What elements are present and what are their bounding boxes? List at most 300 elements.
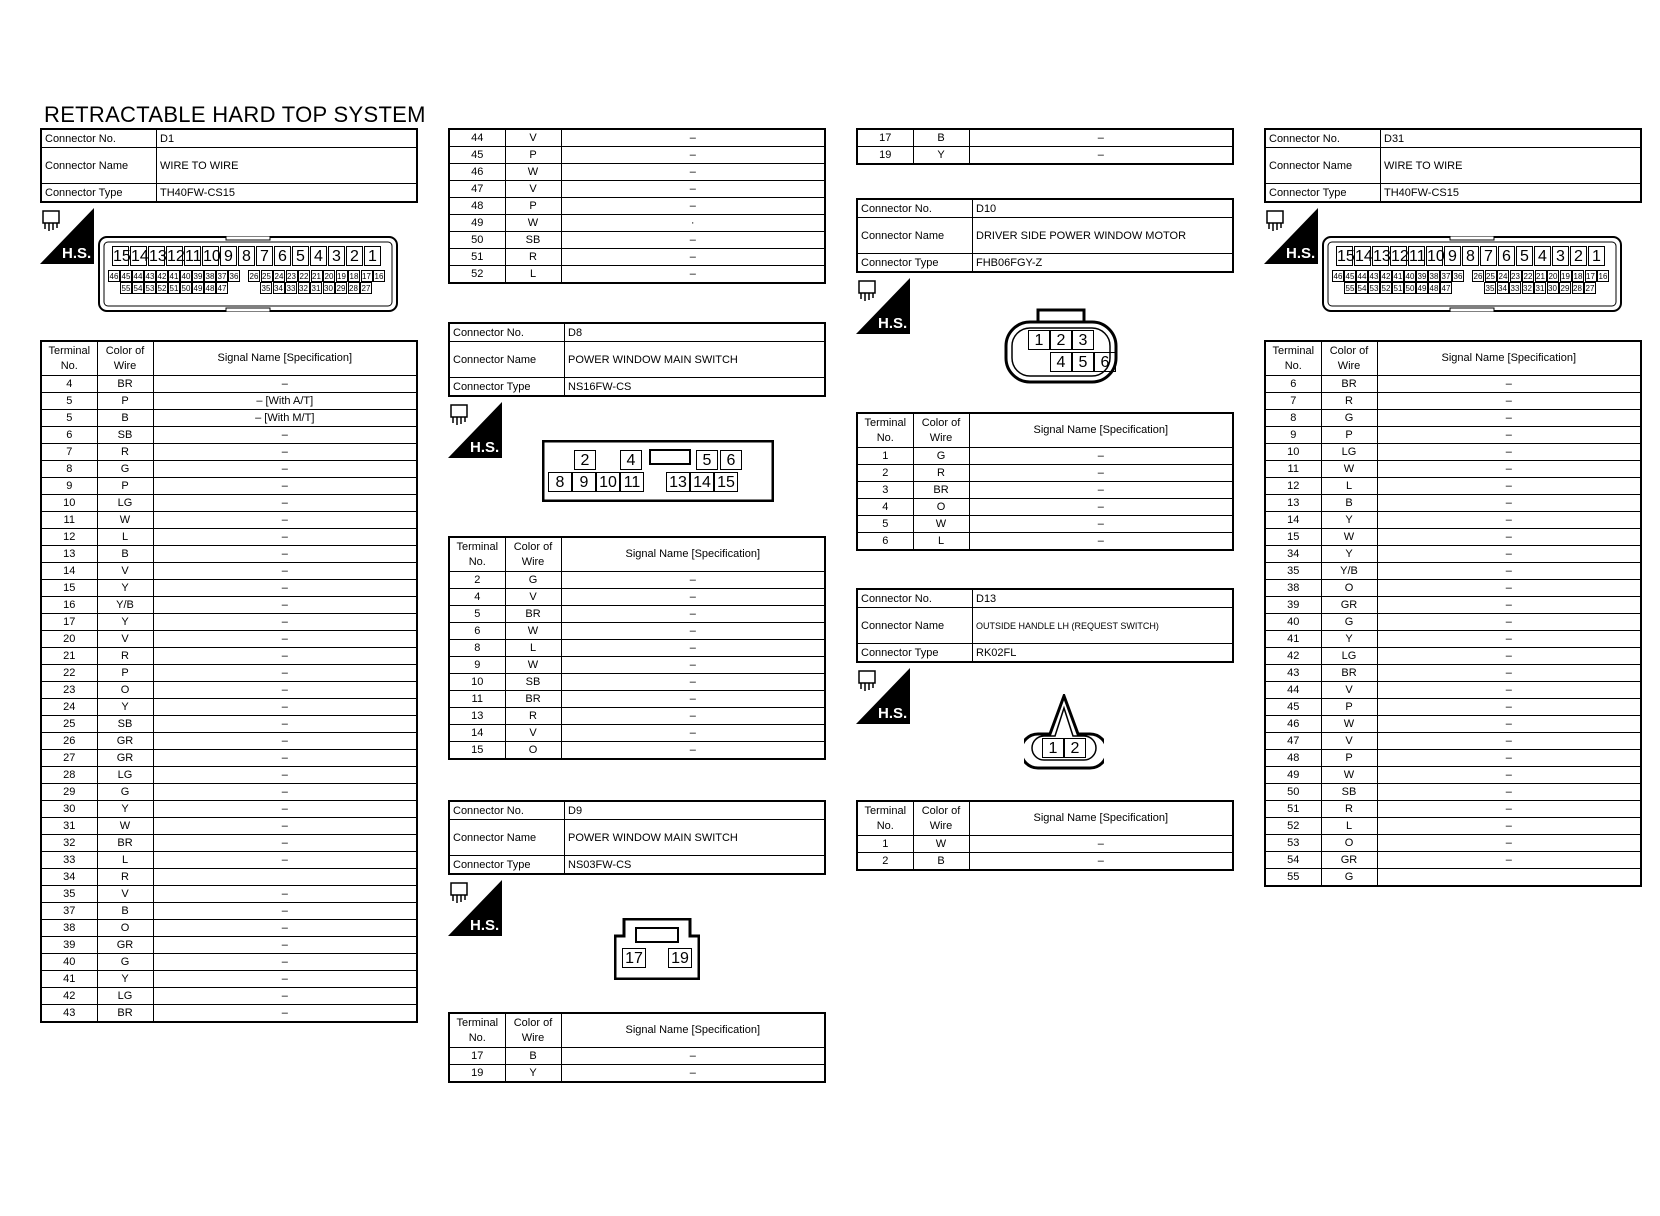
table-row — [1265, 835, 1641, 852]
terminal-no: 12 — [1265, 478, 1321, 495]
connector-pin: 19 — [668, 948, 692, 968]
table-row — [449, 606, 825, 623]
wire-color: R — [97, 444, 153, 461]
wire-color: Y — [1321, 546, 1377, 563]
table-row — [41, 835, 417, 852]
wire-color: SB — [97, 716, 153, 733]
wire-color: P — [97, 478, 153, 495]
terminal-no: 12 — [41, 529, 97, 546]
signal-name: – — [153, 835, 417, 852]
table-row — [449, 691, 825, 708]
connector-pin: 46 — [109, 272, 119, 281]
terminal-no: 15 — [1265, 529, 1321, 546]
wire-color: W — [1321, 716, 1377, 733]
connector-pin: 8 — [1462, 246, 1479, 266]
terminal-no: 50 — [1265, 784, 1321, 801]
terminal-no: 9 — [41, 478, 97, 495]
terminal-no: 40 — [1265, 614, 1321, 631]
connector-pin: 14 — [1355, 248, 1373, 265]
terminal-no: 27 — [41, 750, 97, 767]
table-row — [41, 410, 417, 427]
connector-pin: 20 — [324, 272, 334, 281]
connector-pin: 22 — [1523, 272, 1533, 281]
terminal-no: 32 — [41, 835, 97, 852]
table-row — [41, 648, 417, 665]
terminal-no: 7 — [1265, 393, 1321, 410]
table-row — [41, 478, 417, 495]
connector-pin: 23 — [1511, 272, 1520, 281]
connector-pin: 1 — [1588, 246, 1605, 266]
connector-pin: 46 — [1333, 272, 1343, 281]
table-row — [41, 767, 417, 784]
terminal-no: 4 — [41, 376, 97, 393]
signal-name: – — [561, 181, 825, 198]
table-row — [41, 614, 417, 631]
terminal-no: 14 — [1265, 512, 1321, 529]
terminal-no: 50 — [449, 232, 505, 249]
wire-color: BR — [505, 606, 561, 623]
table-row — [449, 147, 825, 164]
connector-pin: 54 — [133, 284, 143, 293]
signal-name: – — [1377, 699, 1641, 716]
wire-color: P — [505, 198, 561, 215]
signal-name: – — [561, 164, 825, 181]
connector-pin: 45 — [1345, 272, 1355, 281]
signal-name: – — [969, 482, 1233, 499]
terminal-no: 8 — [1265, 410, 1321, 427]
table-row — [449, 589, 825, 606]
wire-color: B — [97, 410, 153, 427]
signal-name: – — [1377, 495, 1641, 512]
wire-color: BR — [1321, 665, 1377, 682]
signal-name: – — [1377, 750, 1641, 767]
connector-pin: 1 — [364, 246, 381, 266]
terminal-no: 34 — [41, 869, 97, 886]
connector-pin: 4 — [310, 246, 327, 266]
connector-face-d10 — [1004, 308, 1118, 384]
connector-pin: 9 — [220, 246, 237, 266]
signal-name: – — [153, 988, 417, 1005]
terminal-no: 11 — [449, 691, 505, 708]
connector-pin: 50 — [181, 284, 191, 293]
table-row — [1265, 495, 1641, 512]
connector-pin: 12 — [167, 248, 185, 265]
signal-name: · — [561, 215, 825, 232]
table-row — [41, 512, 417, 529]
wire-color: O — [97, 682, 153, 699]
terminal-table-d9-cont — [856, 128, 1234, 165]
table-row — [41, 665, 417, 682]
terminal-no: 19 — [857, 147, 913, 165]
terminal-table-d10 — [856, 412, 1234, 551]
label: Connector Name — [1265, 148, 1381, 184]
connector-pin: 37 — [1441, 272, 1451, 281]
hs-label: H.S. — [1286, 245, 1316, 262]
terminal-no: 21 — [41, 648, 97, 665]
wire-color: W — [505, 623, 561, 640]
signal-name: – — [561, 572, 825, 589]
terminal-no: 5 — [857, 516, 913, 533]
signal-name: – — [1377, 801, 1641, 818]
connector-name: DRIVER SIDE POWER WINDOW MOTOR — [973, 218, 1234, 254]
connector-pin: 2 — [574, 450, 596, 470]
terminal-no: 38 — [41, 920, 97, 937]
signal-name: – — [1377, 818, 1641, 835]
signal-name: – — [1377, 529, 1641, 546]
wire-color: W — [505, 657, 561, 674]
connector-pin: 6 — [1094, 352, 1116, 372]
signal-name: – — [1377, 767, 1641, 784]
terminal-no: 6 — [857, 533, 913, 551]
signal-name: – — [153, 444, 417, 461]
signal-name: – — [561, 1048, 825, 1065]
connector-pin: 2 — [1570, 246, 1587, 266]
wire-color: BR — [97, 835, 153, 852]
signal-name: – — [969, 516, 1233, 533]
connector-pin: 42 — [1381, 272, 1391, 281]
table-row — [41, 682, 417, 699]
terminal-table-d9 — [448, 1012, 826, 1083]
signal-name: – — [561, 232, 825, 249]
table-row — [1265, 614, 1641, 631]
connector-pin: 21 — [1536, 272, 1545, 281]
terminal-no: 47 — [1265, 733, 1321, 750]
connector-pin: 52 — [1381, 284, 1391, 293]
connector-no: D1 — [157, 129, 418, 148]
table-row — [857, 129, 1233, 147]
terminal-no: 46 — [1265, 716, 1321, 733]
signal-name: – — [153, 563, 417, 580]
table-row — [449, 708, 825, 725]
table-row — [41, 988, 417, 1005]
wire-color: P — [97, 665, 153, 682]
table-row — [857, 836, 1233, 853]
wire-color: G — [505, 572, 561, 589]
wire-color: O — [1321, 835, 1377, 852]
terminal-no: 19 — [449, 1065, 505, 1083]
col-color: Color of Wire — [913, 413, 969, 448]
signal-name: – — [1377, 478, 1641, 495]
table-row — [449, 181, 825, 198]
signal-name: – — [153, 818, 417, 835]
connector-name: OUTSIDE HANDLE LH (REQUEST SWITCH) — [973, 608, 1234, 644]
wire-color: R — [97, 869, 153, 886]
connector-pin: 43 — [145, 272, 155, 281]
connector-pin: 34 — [274, 284, 283, 293]
terminal-no: 13 — [41, 546, 97, 563]
col-color: Color of Wire — [505, 1013, 561, 1048]
wire-color: B — [1321, 495, 1377, 512]
col-terminal: Terminal No. — [857, 413, 913, 448]
table-row — [449, 164, 825, 181]
wire-color: L — [97, 852, 153, 869]
table-row — [41, 699, 417, 716]
terminal-no: 38 — [1265, 580, 1321, 597]
table-row — [857, 853, 1233, 871]
connector-pin: 27 — [361, 284, 371, 293]
signal-name: – — [561, 725, 825, 742]
wire-color: GR — [97, 937, 153, 954]
terminal-no: 1 — [857, 448, 913, 465]
hs-label: H.S. — [470, 439, 500, 456]
wire-color: BR — [1321, 376, 1377, 393]
signal-name: – — [1377, 427, 1641, 444]
signal-name: – — [1377, 665, 1641, 682]
signal-name: – — [153, 801, 417, 818]
wire-color: GR — [1321, 852, 1377, 869]
col-color: Color of Wire — [97, 341, 153, 376]
table-row — [41, 427, 417, 444]
table-row — [1265, 699, 1641, 716]
label: Connector Name — [857, 608, 973, 644]
terminal-table-d1-cont — [448, 128, 826, 284]
terminal-no: 41 — [41, 971, 97, 988]
wire-color: P — [97, 393, 153, 410]
terminal-no: 30 — [41, 801, 97, 818]
connector-pin: 14 — [131, 248, 149, 265]
wire-color: W — [97, 512, 153, 529]
table-row — [449, 674, 825, 691]
harness-side-icon — [856, 278, 910, 334]
col-color: Color of Wire — [913, 801, 969, 836]
table-row — [857, 465, 1233, 482]
terminal-no: 25 — [41, 716, 97, 733]
table-row — [857, 533, 1233, 551]
col-terminal: Terminal No. — [449, 1013, 505, 1048]
table-row — [449, 215, 825, 232]
wire-color: W — [913, 516, 969, 533]
signal-name: – — [1377, 648, 1641, 665]
table-row — [1265, 869, 1641, 887]
connector-info-d10 — [856, 198, 1234, 273]
signal-name: – — [969, 836, 1233, 853]
signal-name: – — [1377, 410, 1641, 427]
connector-pin: 13 — [666, 472, 690, 492]
connector-pin: 36 — [229, 272, 239, 281]
table-row — [1265, 682, 1641, 699]
connector-pin: 47 — [1441, 284, 1451, 293]
terminal-no: 52 — [449, 266, 505, 284]
signal-name: – — [1377, 512, 1641, 529]
wire-color: P — [505, 147, 561, 164]
signal-name: – — [1377, 716, 1641, 733]
table-row — [1265, 563, 1641, 580]
connector-pin: 5 — [1516, 246, 1533, 266]
wire-color: R — [505, 249, 561, 266]
connector-pin: 34 — [1498, 284, 1507, 293]
connector-pin: 4 — [1050, 352, 1072, 372]
signal-name: – — [153, 614, 417, 631]
connector-pin: 33 — [1510, 284, 1520, 293]
connector-pin: 6 — [1498, 246, 1515, 266]
connector-pin: 3 — [1072, 330, 1094, 350]
connector-pin: 17 — [622, 948, 646, 968]
terminal-no: 6 — [449, 623, 505, 640]
wire-color: SB — [505, 232, 561, 249]
terminal-no: 10 — [1265, 444, 1321, 461]
connector-pin: 27 — [1585, 284, 1595, 293]
table-row — [449, 640, 825, 657]
signal-name: – — [561, 623, 825, 640]
connector-pin: 8 — [238, 246, 255, 266]
signal-name: – — [153, 478, 417, 495]
terminal-no: 4 — [449, 589, 505, 606]
table-row — [41, 631, 417, 648]
connector-no: D13 — [973, 589, 1234, 608]
connector-pin: 53 — [1369, 284, 1379, 293]
wire-color: O — [97, 920, 153, 937]
harness-side-icon — [40, 208, 94, 264]
wire-color: Y — [505, 1065, 561, 1083]
connector-pin: 12 — [1391, 248, 1409, 265]
terminal-no: 52 — [1265, 818, 1321, 835]
terminal-no: 33 — [41, 852, 97, 869]
connector-pin: 22 — [299, 272, 309, 281]
terminal-no: 24 — [41, 699, 97, 716]
label: Connector Type — [857, 644, 973, 663]
terminal-no: 7 — [41, 444, 97, 461]
connector-pin: 35 — [1485, 284, 1495, 293]
signal-name: – — [561, 1065, 825, 1083]
wire-color: B — [505, 1048, 561, 1065]
connector-pin: 5 — [1072, 352, 1094, 372]
wire-color: GR — [97, 733, 153, 750]
wire-color: L — [505, 640, 561, 657]
terminal-no: 6 — [1265, 376, 1321, 393]
signal-name: – — [153, 784, 417, 801]
table-row — [1265, 444, 1641, 461]
connector-pin: 44 — [133, 272, 143, 281]
wire-color: SB — [1321, 784, 1377, 801]
signal-name: – — [561, 742, 825, 760]
terminal-no: 43 — [41, 1005, 97, 1023]
signal-name: – — [153, 852, 417, 869]
wire-color: Y/B — [97, 597, 153, 614]
connector-face-d9 — [614, 918, 700, 980]
terminal-no: 9 — [449, 657, 505, 674]
signal-name: – — [1377, 597, 1641, 614]
table-row — [41, 461, 417, 478]
terminal-no: 39 — [1265, 597, 1321, 614]
terminal-no: 49 — [1265, 767, 1321, 784]
col-terminal: Terminal No. — [1265, 341, 1321, 376]
connector-pin: 30 — [324, 284, 333, 293]
table-row — [41, 444, 417, 461]
terminal-no: 42 — [1265, 648, 1321, 665]
connector-pin: 39 — [193, 272, 203, 281]
wire-color: P — [1321, 427, 1377, 444]
signal-name: – — [1377, 393, 1641, 410]
signal-name: – — [969, 147, 1233, 165]
col-color: Color of Wire — [505, 537, 561, 572]
connector-pin: 3 — [328, 246, 345, 266]
signal-name: – — [1377, 376, 1641, 393]
label: Connector Name — [857, 218, 973, 254]
signal-name: – — [153, 954, 417, 971]
signal-name: – — [561, 640, 825, 657]
connector-pin: 30 — [1548, 284, 1557, 293]
table-row — [1265, 461, 1641, 478]
table-row — [1265, 750, 1641, 767]
signal-name: – — [1377, 631, 1641, 648]
label: Connector Name — [449, 820, 565, 856]
signal-name: – — [153, 665, 417, 682]
terminal-no: 14 — [449, 725, 505, 742]
terminal-no: 48 — [1265, 750, 1321, 767]
table-row — [449, 657, 825, 674]
wire-color: B — [913, 853, 969, 871]
wire-color: G — [913, 448, 969, 465]
table-row — [857, 499, 1233, 516]
label: Connector No. — [41, 129, 157, 148]
label: Connector Type — [857, 254, 973, 273]
connector-name: POWER WINDOW MAIN SWITCH — [565, 342, 826, 378]
harness-side-icon — [448, 880, 502, 936]
connector-type: NS16FW-CS — [565, 378, 826, 397]
label: Connector No. — [449, 801, 565, 820]
signal-name: – — [969, 853, 1233, 871]
connector-pin: 10 — [596, 472, 620, 492]
col-signal: Signal Name [Specification] — [969, 801, 1233, 836]
signal-name: – — [153, 512, 417, 529]
connector-pin: 31 — [311, 284, 321, 293]
signal-name: – — [561, 691, 825, 708]
terminal-no: 44 — [1265, 682, 1321, 699]
wire-color: W — [505, 215, 561, 232]
connector-pin: 17 — [1586, 272, 1595, 281]
terminal-no: 51 — [1265, 801, 1321, 818]
table-row — [41, 801, 417, 818]
connector-pin: 47 — [217, 284, 227, 293]
terminal-no: 13 — [1265, 495, 1321, 512]
table-row — [41, 903, 417, 920]
terminal-no: 26 — [41, 733, 97, 750]
terminal-no: 11 — [1265, 461, 1321, 478]
connector-pin: 53 — [145, 284, 155, 293]
table-row — [449, 198, 825, 215]
hs-label: H.S. — [62, 245, 92, 262]
terminal-no: 15 — [449, 742, 505, 760]
table-row — [1265, 801, 1641, 818]
connector-pin: 40 — [181, 272, 191, 281]
signal-name: – — [153, 1005, 417, 1023]
terminal-table-d8 — [448, 536, 826, 760]
connector-pin: 15 — [1337, 248, 1355, 265]
terminal-no: 55 — [1265, 869, 1321, 887]
wire-color: O — [913, 499, 969, 516]
signal-name: – — [153, 733, 417, 750]
terminal-no: 17 — [41, 614, 97, 631]
signal-name: – — [153, 971, 417, 988]
connector-pin: 35 — [261, 284, 271, 293]
wire-color: W — [505, 164, 561, 181]
table-row — [1265, 597, 1641, 614]
wire-color: Y — [97, 614, 153, 631]
table-row — [449, 742, 825, 760]
connector-pin: 16 — [374, 272, 384, 281]
terminal-no: 47 — [449, 181, 505, 198]
terminal-no: 48 — [449, 198, 505, 215]
table-row — [449, 232, 825, 249]
table-row — [1265, 512, 1641, 529]
terminal-no: 3 — [857, 482, 913, 499]
connector-info-d1 — [40, 128, 418, 203]
hs-label: H.S. — [878, 315, 908, 332]
signal-name: – — [153, 529, 417, 546]
col-color: Color of Wire — [1321, 341, 1377, 376]
label: Connector No. — [449, 323, 565, 342]
table-row — [41, 886, 417, 903]
